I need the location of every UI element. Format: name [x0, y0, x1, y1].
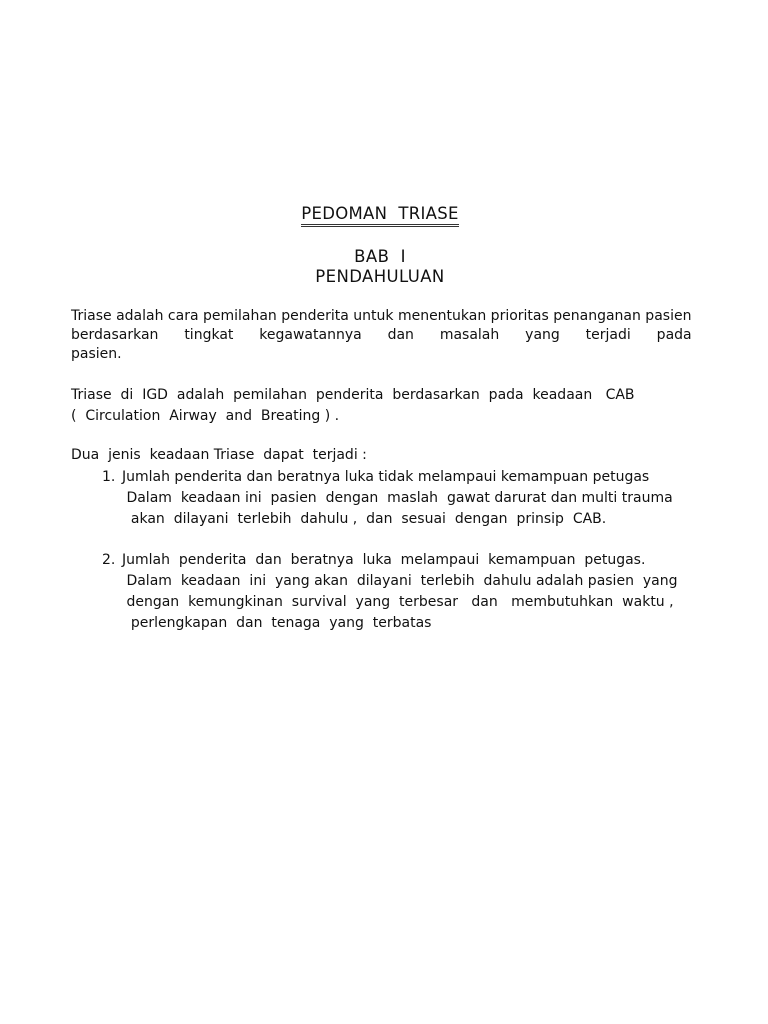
paragraph-line: Triase adalah cara pemilahan penderita untuk menentukan prioritas penanganan pasien	[71, 308, 692, 324]
paragraph-igd	[71, 386, 681, 426]
list-item-line: Dalam keadaan ini pasien dengan maslah gawat darurat dan multi trauma	[122, 490, 673, 506]
list-item-number: 2.	[102, 552, 116, 568]
paragraph-line: ( Circulation Airway and Breating ) .	[71, 408, 340, 424]
list-item-line: dengan kemungkinan survival yang terbesar dan membutuhkan waktu ,	[122, 594, 674, 610]
chapter-title: PENDAHULUAN	[315, 267, 445, 286]
paragraph-definition	[71, 307, 692, 364]
chapter-number: BAB I	[354, 247, 406, 266]
list-item-line: Jumlah penderita dan beratnya luka tidak melampaui kemampuan petugas	[122, 469, 650, 485]
paragraph-line: Dua jenis keadaan Triase dapat terjadi :	[71, 447, 367, 463]
list-item-line: akan dilayani terlebih dahulu , dan sesuai dengan prinsip CAB.	[122, 511, 607, 527]
list-item-number: 1.	[102, 469, 116, 485]
list-item-line: Dalam keadaan ini yang akan dilayani terlebih dahulu adalah pasien yang	[122, 573, 678, 589]
list-item-line: Jumlah penderita dan beratnya luka melampaui kemampuan petugas.	[122, 552, 646, 568]
paragraph-line: pasien.	[71, 346, 122, 362]
paragraph-line: berdasarkan tingkat kegawatannya dan masalah yang terjadi pada	[71, 327, 692, 343]
document-title-text: PEDOMAN TRIASE	[301, 204, 459, 227]
document-title	[0, 204, 760, 223]
paragraph-list-intro	[71, 446, 681, 465]
paragraph-line: Triase di IGD adalah pemilahan penderita berdasarkan pada keadaan CAB	[71, 387, 635, 403]
list-item-line: perlengkapan dan tenaga yang terbatas	[122, 615, 432, 631]
